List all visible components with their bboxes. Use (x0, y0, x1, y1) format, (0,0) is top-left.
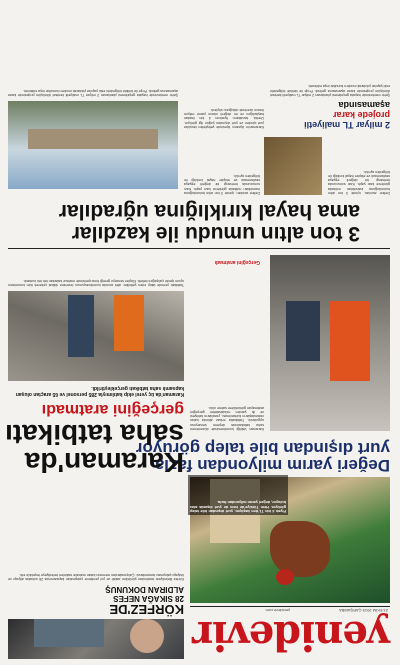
project-story-body-2: Şehir merkezinde hayata geçirilmesi planlanan 2 milyar TL maliyetli kentsel dönüşüm projesinde karar aşamasına gelindi. Proje ile birlikte bölgedeki eski yapılar yıkılarak modern konutlar inşa edilecek. (8, 88, 178, 97)
main-story-photo-left (270, 255, 390, 431)
main-story-headline-2[interactable]: saha tatbikatı (5, 419, 184, 450)
main-story-body-1: Karaman Valiliği koordinesinde düzenlenen saha tatbikatında deprem senaryosu uygulandı. Tatbikatta enkaz altında kalan vatandaşların kurtarılması, yaralıların tahliyesi ve ilk yardım müdahaleleri gerçeğini aratmayan görüntülere sahne oldu. (190, 405, 264, 431)
sidebar-body: Körfez Belediyesi tarafından yürütülen asfalt ve yol yenileme çalışmaları kapsamında 28 sokakta altyapı ve üstyapı çalışması tamamlandı. Çalışmalardan memnun kalan mahalle sakinleri belediyeye teşekkür etti. (8, 572, 184, 581)
main-story-headline-3[interactable]: gerçeğini aratmadı (41, 401, 184, 418)
project-story-headline-3: aşamasında (338, 100, 390, 110)
top-story-body: Karaman'ın Ayrancı ilçesinde yetiştirilen tavuklar yurt içinden ve yurt dışından yoğun ilgi görüyor. Üretici, tavukların fiyatının 4 bin liradan başladığını ve en değerli olanın yarım milyon liranın üzerinde olduğunu söyledi. (184, 107, 264, 129)
top-story-deck: Fiyatı 4 bin TL'den başlıyor, yurt dışından bile talep görüyor. Hem Türkiye'de hem de yurt dışında alıcı buluyor, değeri yarım milyondan fazla. (188, 475, 288, 515)
main-story-subhead: Gerçeğini aratmadı (214, 259, 260, 265)
gold-story-headline-2[interactable]: ama hayal kırıklığına uğradılar (58, 200, 360, 223)
gold-story-body-2: Define avcıları, içinde 3 ton altın bulunduğuna inandıkları noktada günlerce kazı yaptı. Kazı sonucunda herhangi bir değerli eşyaya rastlanmadı ve ekipler hayal kırıklığı ile bölgeden ayrıldı. (184, 173, 260, 195)
masthead-rule (190, 606, 390, 607)
project-story-body: Şehir merkezinde hayata geçirilmesi planlanan 2 milyar TL maliyetli kentsel dönüşüm projesinde karar aşamasına gelindi. Proje ile birlikte bölgedeki eski yapılar yıkılarak modern konutlar inşa edilecek. (270, 84, 390, 97)
sidebar-headline-2: 28 SIKAĞA NEFES (113, 594, 184, 603)
main-story-photo-right (8, 291, 184, 381)
sidebar-headline-3: ALDIRAN DOKUNUŞ (105, 585, 184, 594)
top-story-headline-1[interactable]: Değeri yarım milyondan fazla, (150, 456, 390, 475)
masthead-logo[interactable]: yenidevir (193, 612, 390, 659)
project-story-photo (8, 101, 178, 189)
project-story-headline-2[interactable]: projede karar (332, 110, 390, 120)
project-story-headline-1[interactable]: 2 milyar TL maliyetli (304, 120, 390, 130)
masthead-date: 23 EKİM 2019 ÇARŞAMBA (339, 608, 388, 613)
masthead-url: yenidevir.com (265, 608, 290, 613)
sidebar-photo (8, 619, 184, 659)
main-story-headline-1[interactable]: Karaman'da (24, 447, 184, 478)
main-story-body-2: Tatbikatı yerinde takip eden yetkililer, afet anında koordinasyonun önemine dikkat çekerek tüm kurumların uyum içinde çalıştığını belirtti. Ekipler senaryo gereği bina içerisinde mahsur kalanları tek tek kurtardı. (8, 278, 184, 287)
gold-story-photo (264, 137, 322, 195)
gold-story-headline-1[interactable]: 3 ton altın umudu ile kazdılar (71, 222, 360, 245)
sidebar-headline-1[interactable]: KÖRFEZ'DE (109, 602, 184, 617)
gold-story-body: Define avcıları, içinde 3 ton altın bulunduğuna inandıkları noktada günlerce kazı yaptı. Kazı sonucunda herhangi bir değerli eşyaya rastlanmadı ve ekipler hayal kırıklığı ile bölgeden ayrıldı. (328, 169, 390, 195)
top-story-headline-2[interactable]: yurt dışından bile talep görüyor (135, 439, 390, 458)
section-rule (8, 248, 390, 249)
main-story-kicker: Karaman'da üç yerel ekip katılımıyla 285 personel ve 65 araçtan oluşan kapsamlı saha tatbikatı gerçekleştirildi. (15, 385, 184, 397)
